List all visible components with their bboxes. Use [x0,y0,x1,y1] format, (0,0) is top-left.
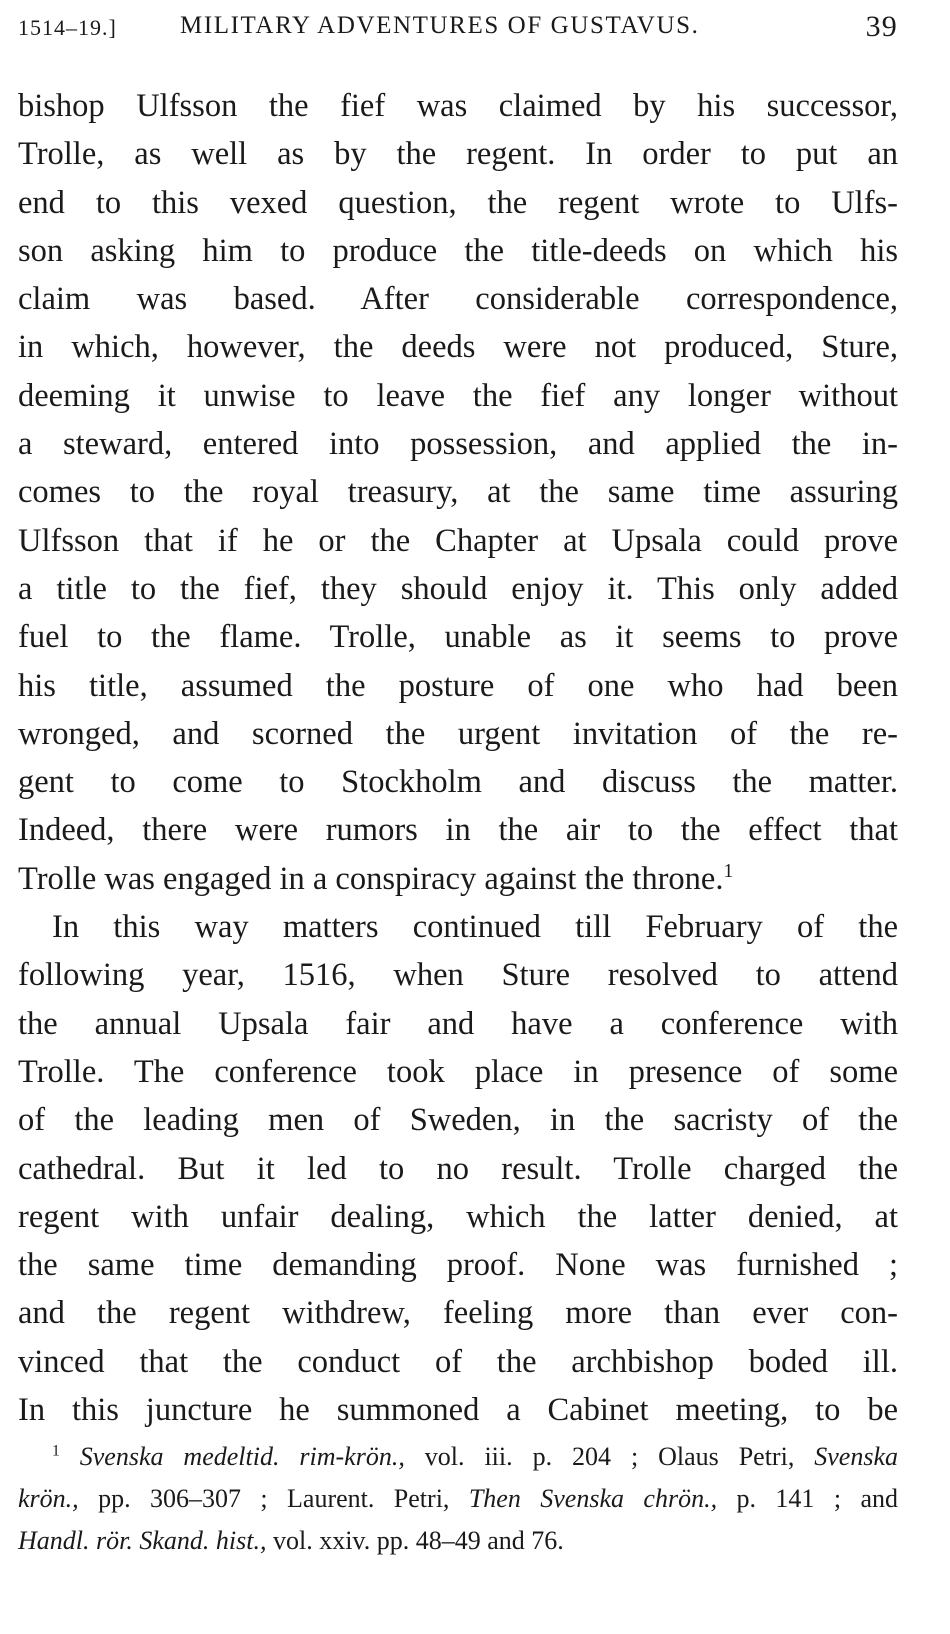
footnote-block [18,1436,898,1562]
text-line: deeming it unwise to leave the fief any longer without [18,377,898,414]
text-line: in which, however, the deeds were not produced, Sture, [18,329,898,366]
text-line: the same time demanding proof. None was furnished ; [18,1247,898,1284]
footnote-reference: 1 [723,860,734,882]
text-line: Ulfsson that if he or the Chapter at Upsala could prove [18,522,898,559]
body-text [18,82,898,1434]
citation-text: vol. xxiv. pp. 48–49 and 76. [266,1526,564,1555]
text-line-content: Trolle was engaged in a conspiracy against the throne. [18,860,724,897]
citation-title: Svenska [814,1442,899,1471]
text-line: of the leading men of Sweden, in the sacristy of the [18,1102,898,1139]
citation-title: Then Svenska chrön., [468,1484,718,1513]
text-line: In this juncture he summoned a Cabinet meeting, to be [18,1392,898,1429]
text-line: son asking him to produce the title-deeds on which his [18,232,898,269]
text-line: gent to come to Stockholm and discuss the matter. [18,764,898,801]
footnote-line [18,1436,898,1478]
running-header [18,10,898,54]
citation-text: p. 141 ; and [717,1484,898,1513]
text-line: cathedral. But it led to no result. Trolle charged the [18,1150,898,1187]
text-line: his title, assumed the posture of one who had been [18,667,898,704]
citation-text: vol. iii. p. 204 ; Olaus Petri, [404,1442,815,1471]
text-line: regent with unfair dealing, which the latter denied, at [18,1198,898,1235]
citation-title: Handl. rör. Skand. hist., [18,1526,267,1555]
footnote-line [18,1478,898,1520]
footnote-line [18,1520,898,1562]
text-line: Indeed, there were rumors in the air to the effect that [18,812,898,849]
text-line: bishop Ulfsson the fief was claimed by his successor, [18,88,898,124]
text-line: end to this vexed question, the regent wrote to Ulfs- [18,184,898,221]
header-date-range: 1514–19.] [18,15,117,40]
citation-title: krön., [18,1484,79,1513]
text-line: claim was based. After considerable correspondence, [18,281,898,318]
header-title: MILITARY ADVENTURES OF GUSTAVUS. [180,12,700,39]
text-line: a title to the fief, they should enjoy it. This only added [18,570,898,607]
text-line: Trolle, as well as by the regent. In order to put an [18,136,898,173]
text-line: Trolle. The conference took place in presence of some [18,1053,898,1090]
text-line: and the regent withdrew, feeling more than ever con- [18,1295,898,1332]
text-line: following year, 1516, when Sture resolved to attend [18,957,898,994]
text-line: wronged, and scorned the urgent invitation of the re- [18,715,898,752]
text-line: the annual Upsala fair and have a conference with [18,1005,898,1042]
text-line: fuel to the flame. Trolle, unable as it seems to prove [18,619,898,656]
text-line: a steward, entered into possession, and applied the in- [18,426,898,463]
citation-title: Svenska medeltid. rim-krön., [79,1442,405,1471]
footnote-marker: 1 [52,1442,60,1460]
text-line-with-footnote [18,855,898,903]
text-line: comes to the royal treasury, at the same time assuring [18,474,898,511]
paragraph-start-line: In this way matters continued till February of the [52,909,898,946]
text-line: vinced that the conduct of the archbishop boded ill. [18,1343,898,1380]
citation-text: pp. 306–307 ; Laurent. Petri, [78,1484,469,1513]
page-number: 39 [865,10,898,43]
